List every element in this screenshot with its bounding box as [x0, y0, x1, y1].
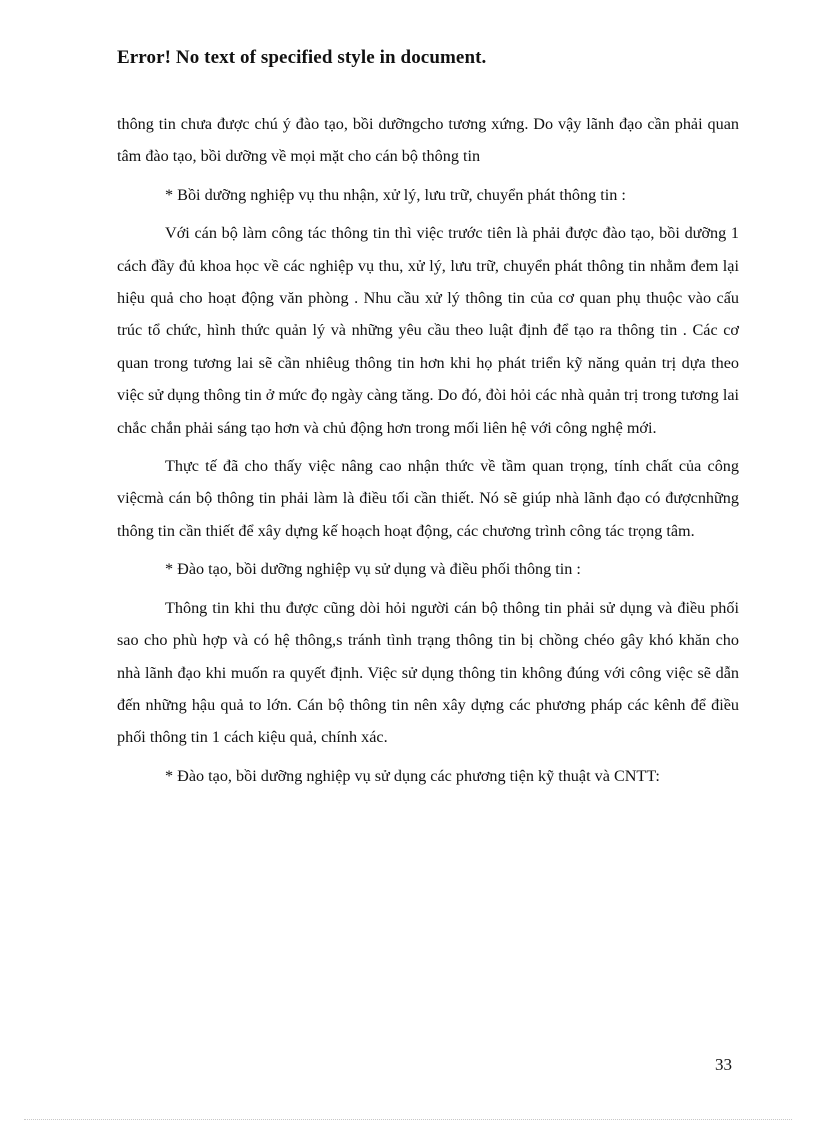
paragraph-7: * Đào tạo, bồi dưỡng nghiệp vụ sử dụng các phương tiện kỹ thuật và CNTT:: [165, 766, 660, 785]
paragraph-3: Với cán bộ làm công tác thông tin thì việc trước tiên là phải được đào tạo, bồi dưỡng 1 cách đầy đủ khoa học về các nghiệp vụ thu, xử lý, lưu trữ, chuyển phát thông tin nhằm đem lại hiệu quả cho hoạt động văn phòng . Nhu cầu xử lý thông tin của cơ quan phụ thuộc vào cấu trúc tổ chức, hình thức quản lý và những yêu cầu theo luật định để tạo ra thông tin . Các cơ quan trong tương lai sẽ cần nhiêug thông tin hơn khi họ phát triển kỹ năng quản trị dựa theo việc sử dụng thông tin ở mức đọ ngày càng tăng. Do đó, đòi hỏi các nhà quản trị trong tương lai chắc chắn phải sáng tạo hơn và chủ động hơn trong mối liên hệ với công nghệ mới.: [117, 224, 739, 437]
page-number: 33: [715, 1055, 732, 1074]
paragraph-5: * Đào tạo, bồi dưỡng nghiệp vụ sử dụng và điều phối thông tin :: [165, 560, 581, 579]
paragraph-2: * Bồi dưỡng nghiệp vụ thu nhận, xử lý, lưu trữ, chuyển phát thông tin :: [165, 185, 626, 204]
body-text: [117, 108, 739, 792]
paragraph-1: thông tin chưa được chú ý đào tạo, bồi dưỡngcho tương xứng. Do vậy lãnh đạo cần phải quan tâm đào tạo, bồi dưỡng về mọi mặt cho cán bộ thông tin: [117, 115, 739, 166]
footer-divider: [24, 1119, 792, 1120]
paragraph-6: Thông tin khi thu được cũng dòi hỏi người cán bộ thông tin phải sử dụng và điều phối sao cho phù hợp và có hệ thông,s tránh tình trạng thông tin bị chồng chéo gây khó khăn cho nhà lãnh đạo khi muốn ra quyết định. Việc sử dụng thông tin không đúng với công việc sẽ dẫn đến những hậu quả to lớn. Cán bộ thông tin nên xây dựng các phương pháp các kênh để điều phối thông tin 1 cách kiệu quả, chính xác.: [117, 598, 739, 747]
paragraph-4: Thực tế đã cho thấy việc nâng cao nhận thức về tầm quan trọng, tính chất của công việcmà cán bộ thông tin phải làm là điều tối cần thiết. Nó sẽ giúp nhà lãnh đạo có đượcnhững thông tin cần thiết để xây dựng kế hoạch hoạt động, các chương trình công tác trọng tâm.: [117, 457, 739, 540]
header-title: Error! No text of specified style in document.: [117, 47, 487, 68]
